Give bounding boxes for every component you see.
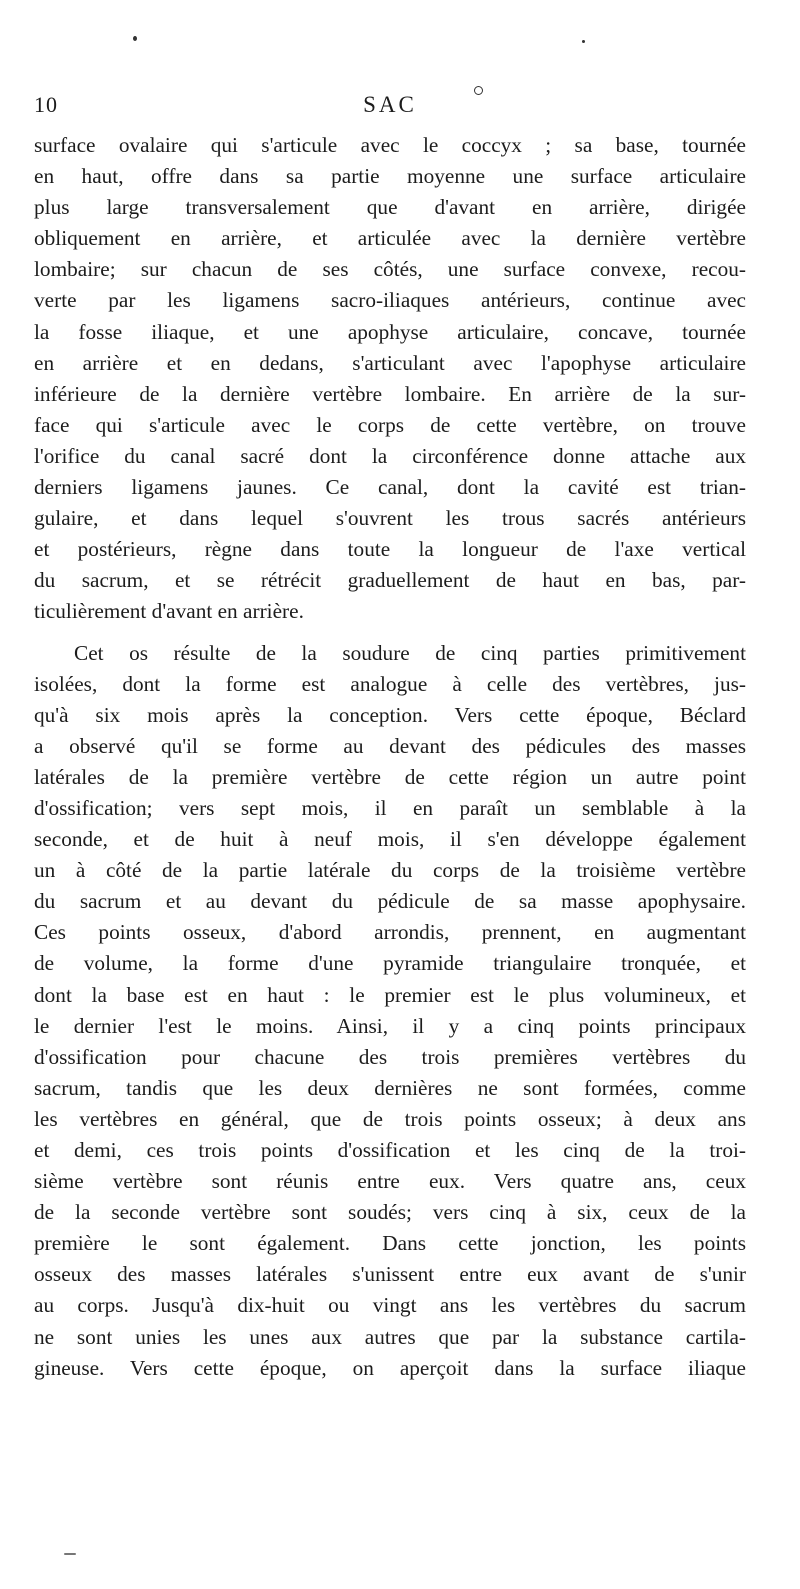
- text-line: d'ossification pour chacune des trois premières vertèbres du: [34, 1044, 746, 1069]
- text-line: surface ovalaire qui s'articule avec le coccyx ; sa base, tournée: [34, 133, 746, 157]
- text-line: face qui s'articule avec le corps de cette vertèbre, on trouve: [34, 412, 746, 437]
- text-line: de volume, la forme d'une pyramide triangulaire tronquée, et: [34, 951, 746, 976]
- section-title: SAC: [363, 92, 417, 117]
- text-line: en haut, offre dans sa partie moyenne une surface articulaire: [34, 164, 746, 189]
- paragraph-gap: [34, 628, 746, 638]
- text-line: au corps. Jusqu'à dix-huit ou vingt ans les vertèbres du sacrum: [34, 1293, 746, 1318]
- text-line: seconde, et de huit à neuf mois, il s'en développe également: [34, 827, 746, 852]
- text-line: et demi, ces trois points d'ossification et les cinq de la troi-: [34, 1138, 746, 1162]
- text-line: sacrum, tandis que les deux dernières ne sont formées, comme: [34, 1075, 746, 1100]
- text-line: verte par les ligamens sacro-iliaques antérieurs, continue avec: [34, 288, 746, 313]
- text-line: d'ossification; vers sept mois, il en paraît un semblable à la: [34, 795, 746, 820]
- paragraph-1: [34, 130, 746, 628]
- text-line: derniers ligamens jaunes. Ce canal, dont la cavité est trian-: [34, 475, 746, 500]
- text-line: plus large transversalement que d'avant en arrière, dirigée: [34, 195, 746, 220]
- running-head: [34, 92, 746, 132]
- text-line: a observé qu'il se forme au devant des pédicules des masses: [34, 733, 746, 758]
- body-text: [34, 130, 746, 1384]
- text-line: sième vertèbre sont réunis entre eux. Vers quatre ans, ceux: [34, 1169, 746, 1194]
- ink-speck: [582, 40, 585, 43]
- text-line: osseux des masses latérales s'unissent entre eux avant de s'unir: [34, 1262, 746, 1287]
- ink-speck: [133, 36, 137, 41]
- text-line: obliquement en arrière, et articulée avec la dernière vertèbre: [34, 226, 746, 251]
- text-line: du sacrum, et se rétrécit graduellement de haut en bas, par-: [34, 568, 746, 593]
- text-line: dont la base est en haut : le premier est le plus volumineux, et: [34, 982, 746, 1007]
- text-line: en arrière et en dedans, s'articulant avec l'apophyse articulaire: [34, 350, 746, 375]
- ink-speck: [64, 1553, 76, 1555]
- text-line: et postérieurs, règne dans toute la longueur de l'axe vertical: [34, 537, 746, 562]
- text-line: qu'à six mois après la conception. Vers cette époque, Béclard: [34, 702, 746, 727]
- text-line: un à côté de la partie latérale du corps de la troisième vertèbre: [34, 858, 746, 883]
- text-line: gineuse. Vers cette époque, on aperçoit dans la surface iliaque: [34, 1355, 746, 1380]
- text-line: le dernier l'est le moins. Ainsi, il y a cinq points principaux: [34, 1013, 746, 1038]
- text-line: inférieure de la dernière vertèbre lombaire. En arrière de la sur-: [34, 381, 746, 406]
- text-line: gulaire, et dans lequel s'ouvrent les trous sacrés antérieurs: [34, 506, 746, 531]
- paragraph-2: [34, 638, 746, 1384]
- text-line: isolées, dont la forme est analogue à celle des vertèbres, jus-: [34, 671, 746, 696]
- text-line: la fosse iliaque, et une apophyse articulaire, concave, tournée: [34, 319, 746, 344]
- text-line: l'orifice du canal sacré dont la circonférence donne attache aux: [34, 443, 746, 468]
- text-line: ticulièrement d'avant en arrière.: [34, 599, 304, 624]
- text-line: lombaire; sur chacun de ses côtés, une surface convexe, recou-: [34, 257, 746, 282]
- text-line: du sacrum et au devant du pédicule de sa masse apophysaire.: [34, 889, 746, 914]
- page-number: 10: [34, 92, 58, 117]
- text-line: de la seconde vertèbre sont soudés; vers cinq à six, ceux de la: [34, 1200, 746, 1225]
- text-line: les vertèbres en général, que de trois points osseux; à deux ans: [34, 1106, 746, 1131]
- text-line: latérales de la première vertèbre de cette région un autre point: [34, 764, 746, 789]
- text-line: première le sont également. Dans cette jonction, les points: [34, 1231, 746, 1256]
- text-line: Ces points osseux, d'abord arrondis, prennent, en augmentant: [34, 920, 746, 945]
- text-line: Cet os résulte de la soudure de cinq parties primitivement: [74, 640, 746, 665]
- text-line: ne sont unies les unes aux autres que par la substance cartila-: [34, 1324, 746, 1349]
